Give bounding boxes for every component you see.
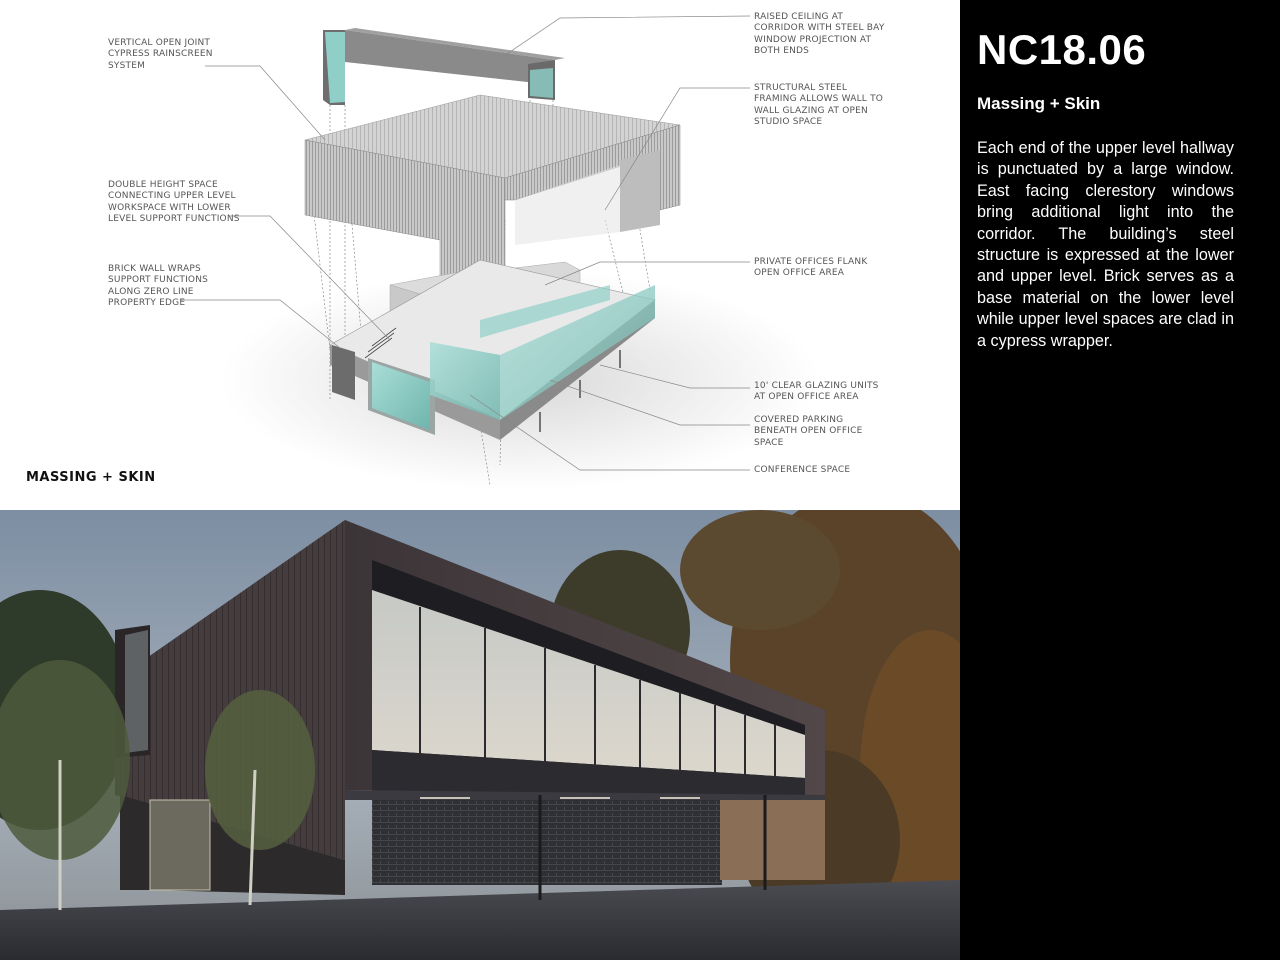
description-panel <box>960 0 1280 960</box>
exterior-rendering <box>0 510 960 960</box>
callout-double-height: DOUBLE HEIGHT SPACE CONNECTING UPPER LEVEL WORKSPACE WITH LOWER LEVEL SUPPORT FUNCTIONS <box>108 180 240 225</box>
ground-floor-glass <box>150 800 210 890</box>
callout-structural-steel: STRUCTURAL STEEL FRAMING ALLOWS WALL TO WALL GLAZING AT OPEN STUDIO SPACE <box>754 83 884 128</box>
callout-raised-ceiling: RAISED CEILING AT CORRIDOR WITH STEEL BAY WINDOW PROJECTION AT BOTH ENDS <box>754 12 885 57</box>
callout-clear-glazing: 10' CLEAR GLAZING UNITS AT OPEN OFFICE AREA <box>754 381 879 403</box>
wood-screen <box>720 800 825 880</box>
callout-covered-parking: COVERED PARKING BENEATH OPEN OFFICE SPACE <box>754 415 863 448</box>
diagram-title: MASSING + SKIN <box>26 470 156 485</box>
massing-diagram <box>0 0 960 510</box>
description-text: Each end of the upper level hallway is punctuated by a large window. East facing clerestory windows bring additional light into the corridor. The building’s steel structure is expressed at the lower and upper level. Brick serves as a base material on the lower level while upper level spaces are clad in a cypress wrapper. <box>977 139 1234 350</box>
building-render <box>0 510 960 960</box>
section-heading: Massing + Skin <box>977 94 1101 113</box>
callout-conference: CONFERENCE SPACE <box>754 465 851 475</box>
project-code: NC18.06 <box>977 26 1147 73</box>
callout-private-offices: PRIVATE OFFICES FLANK OPEN OFFICE AREA <box>754 257 868 279</box>
callout-brick-wall: BRICK WALL WRAPS SUPPORT FUNCTIONS ALONG ZERO LINE PROPERTY EDGE <box>108 264 209 309</box>
brick-base <box>372 800 722 885</box>
callout-vertical-joint: VERTICAL OPEN JOINT CYPRESS RAINSCREEN SYSTEM <box>108 38 213 71</box>
